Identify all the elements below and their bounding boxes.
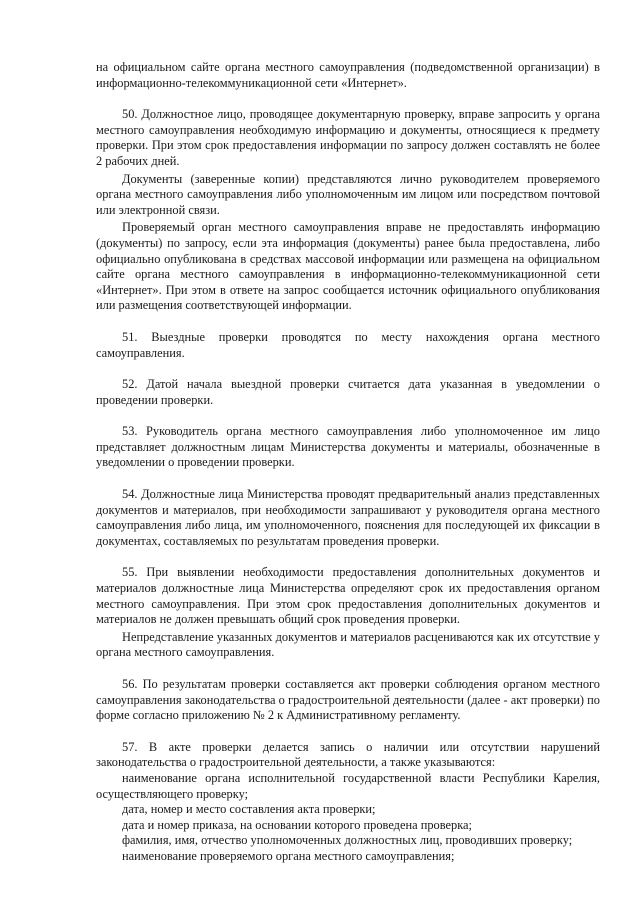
list-item: наименование органа исполнительной государственной власти Республики Карелия, осуществляющего проверку; — [96, 770, 600, 801]
document-page — [96, 60, 600, 865]
paragraph-intro: на официальном сайте органа местного самоуправления (подведомственной организации) в информационно-телекоммуникационной сети «Интернет». — [96, 60, 600, 90]
paragraph-54: 54. Должностные лица Министерства проводят предварительный анализ представленных документов и материалов, при необходимости запрашивают у руководителя органа местного самоуправления либо лица, им уполномоченного, пояснения для последующей их фиксации в документах, составляемых по результатам проведения проверки. — [96, 487, 600, 548]
paragraph-57: 57. В акте проверки делается запись о наличии или отсутствии нарушений законодательства о градостроительной деятельности, а также указываются: — [96, 739, 600, 770]
paragraph-52: 52. Датой начала выездной проверки считается дата указанная в уведомлении о проведении проверки. — [96, 377, 600, 407]
list-item: наименование проверяемого органа местного самоуправления; — [122, 848, 455, 863]
list-item: дата, номер и место составления акта проверки; — [122, 802, 376, 817]
act-contents-list — [96, 771, 600, 865]
paragraph-56: 56. По результатам проверки составляется акт проверки соблюдения органом местного самоуправления законодательства о градостроительной деятельности (далее - акт проверки) по форме согласно приложению № 2 к Административному регламенту. — [96, 677, 600, 723]
paragraph-55-nonsubmission: Непредставление указанных документов и материалов расцениваются как их отсутствие у органа местного самоуправления. — [96, 629, 600, 660]
paragraph-51: 51. Выездные проверки проводятся по месту нахождения органа местного самоуправления. — [96, 329, 600, 360]
list-item: фамилия, имя, отчество уполномоченных должностных лиц, проводивших проверку; — [122, 833, 573, 848]
paragraph-55: 55. При выявлении необходимости предоставления дополнительных документов и материалов должностные лица Министерства определяют срок их предоставления органом местного самоуправления. При этом срок предоставления дополнительных документов и материалов не должен превышать общий срок проведения проверки. — [96, 565, 600, 627]
paragraph-50: 50. Должностное лицо, проводящее документарную проверку, вправе запросить у органа местного самоуправления необходимую информацию и документы, относящиеся к предмету проверки. При этом срок предоставления информации по запросу должен составлять не более 2 рабочих дней. — [96, 107, 600, 168]
paragraph-50-exemption: Проверяемый орган местного самоуправления вправе не предоставлять информацию (документы) по запросу, если эта информация (документы) ранее была предоставлена, либо официально опубликована в средствах массовой информации или размещена на официальном сайте органа местного самоуправления в информационно-телекоммуникационной сети «Интернет». При этом в ответе на запрос сообщается источник официального опубликования или размещения соответствующей информации. — [96, 220, 600, 313]
paragraph-50-documents: Документы (заверенные копии) представляются лично руководителем проверяемого органа местного самоуправления либо уполномоченным им лицом или посредством почтовой или электронной связи. — [96, 171, 600, 217]
paragraph-53: 53. Руководитель органа местного самоуправления либо уполномоченное им лицо представляет должностным лицам Министерства документы и материалы, обозначенные в уведомлении о проведении проверки. — [96, 424, 600, 470]
list-item: дата и номер приказа, на основании которого проведена проверка; — [122, 817, 472, 832]
